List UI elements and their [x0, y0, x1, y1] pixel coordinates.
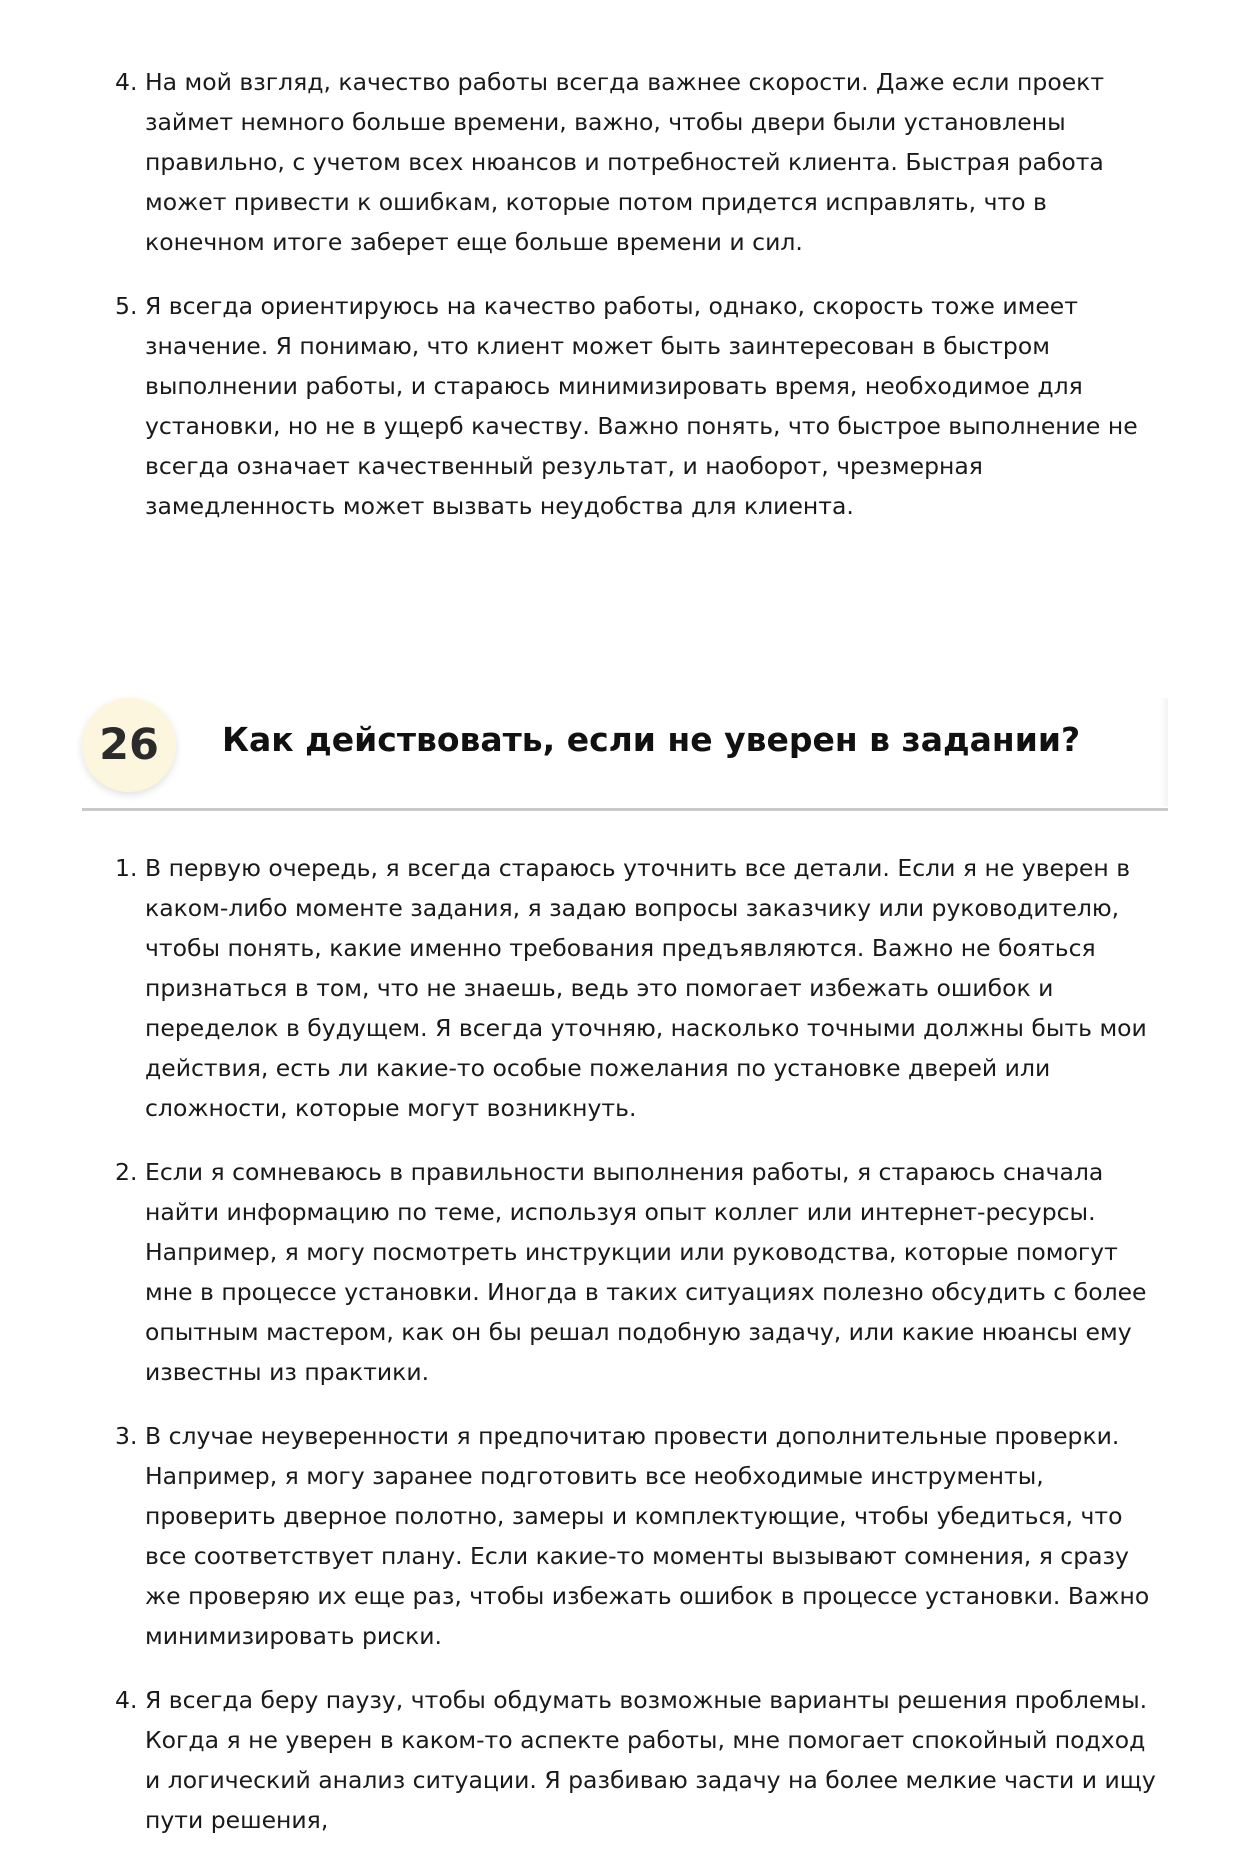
list-item-number: 1.: [115, 854, 138, 882]
list-item-text: На мой взгляд, качество работы всегда важнее скорости. Даже если проект займет немного больше времени, важно, чтобы двери были установлены правильно, с учетом всех нюансов и потребностей клиента. Быстрая работа может привести к ошибкам, которые потом придется исправлять, что в конечном итоге заберет еще больше времени и сил.: [145, 68, 1105, 256]
list-item-number: 4.: [115, 1686, 138, 1714]
list-item: [115, 1416, 1165, 1656]
list-item: [115, 1680, 1165, 1840]
list-item-text: В случае неуверенности я предпочитаю провести дополнительные проверки. Например, я могу заранее подготовить все необходимые инструменты, проверить дверное полотно, замеры и комплектующие, чтобы убедиться, что все соответствует плану. Если какие-то моменты вызывают сомнения, я сразу же проверяю их еще раз, чтобы избежать ошибок в процессе установки. Важно минимизировать риски.: [145, 1422, 1150, 1650]
list-item: [115, 62, 1165, 262]
list-item-text: Если я сомневаюсь в правильности выполнения работы, я стараюсь сначала найти информацию по теме, используя опыт коллег или интернет-ресурсы. Например, я могу посмотреть инструкции или руководства, которые помогут мне в процессе установки. Иногда в таких ситуациях полезно обсудить с более опытным мастером, как он бы решал подобную задачу, или какие нюансы ему известны из практики.: [145, 1158, 1147, 1386]
header-divider-shadow: [1160, 698, 1168, 806]
list-item: [115, 286, 1165, 526]
list-item-text: В первую очередь, я всегда стараюсь уточнить все детали. Если я не уверен в каком-либо моменте задания, я задаю вопросы заказчику или руководителю, чтобы понять, какие именно требования предъявляются. Важно не бояться признаться в том, что не знаешь, ведь это помогает избежать ошибок и переделок в будущем. Я всегда уточняю, насколько точными должны быть мои действия, есть ли какие-то особые пожелания по установке дверей или сложности, которые могут возникнуть.: [145, 854, 1147, 1122]
section-header: [82, 698, 1168, 811]
list-item: [115, 848, 1165, 1128]
answer-list-previous: [115, 62, 1165, 550]
list-item-text: Я всегда ориентируюсь на качество работы, однако, скорость тоже имеет значение. Я понимаю, что клиент может быть заинтересован в быстром выполнении работы, и стараюсь минимизировать время, необходимое для установки, но не в ущерб качеству. Важно понять, что быстрое выполнение не всегда означает качественный результат, и наоборот, чрезмерная замедленность может вызвать неудобства для клиента.: [145, 292, 1138, 520]
answer-list: [115, 848, 1165, 1864]
list-item-number: 4.: [115, 68, 138, 96]
section-number-badge: 26: [82, 698, 176, 792]
list-item-text: Я всегда беру паузу, чтобы обдумать возможные варианты решения проблемы. Когда я не уверен в каком-то аспекте работы, мне помогает спокойный подход и логический анализ ситуации. Я разбиваю задачу на более мелкие части и ищу пути решения,: [145, 1686, 1156, 1834]
list-item-number: 2.: [115, 1158, 138, 1186]
list-item: [115, 1152, 1165, 1392]
list-item-number: 3.: [115, 1422, 138, 1450]
section-title: Как действовать, если не уверен в задании?: [222, 720, 1081, 759]
list-item-number: 5.: [115, 292, 138, 320]
